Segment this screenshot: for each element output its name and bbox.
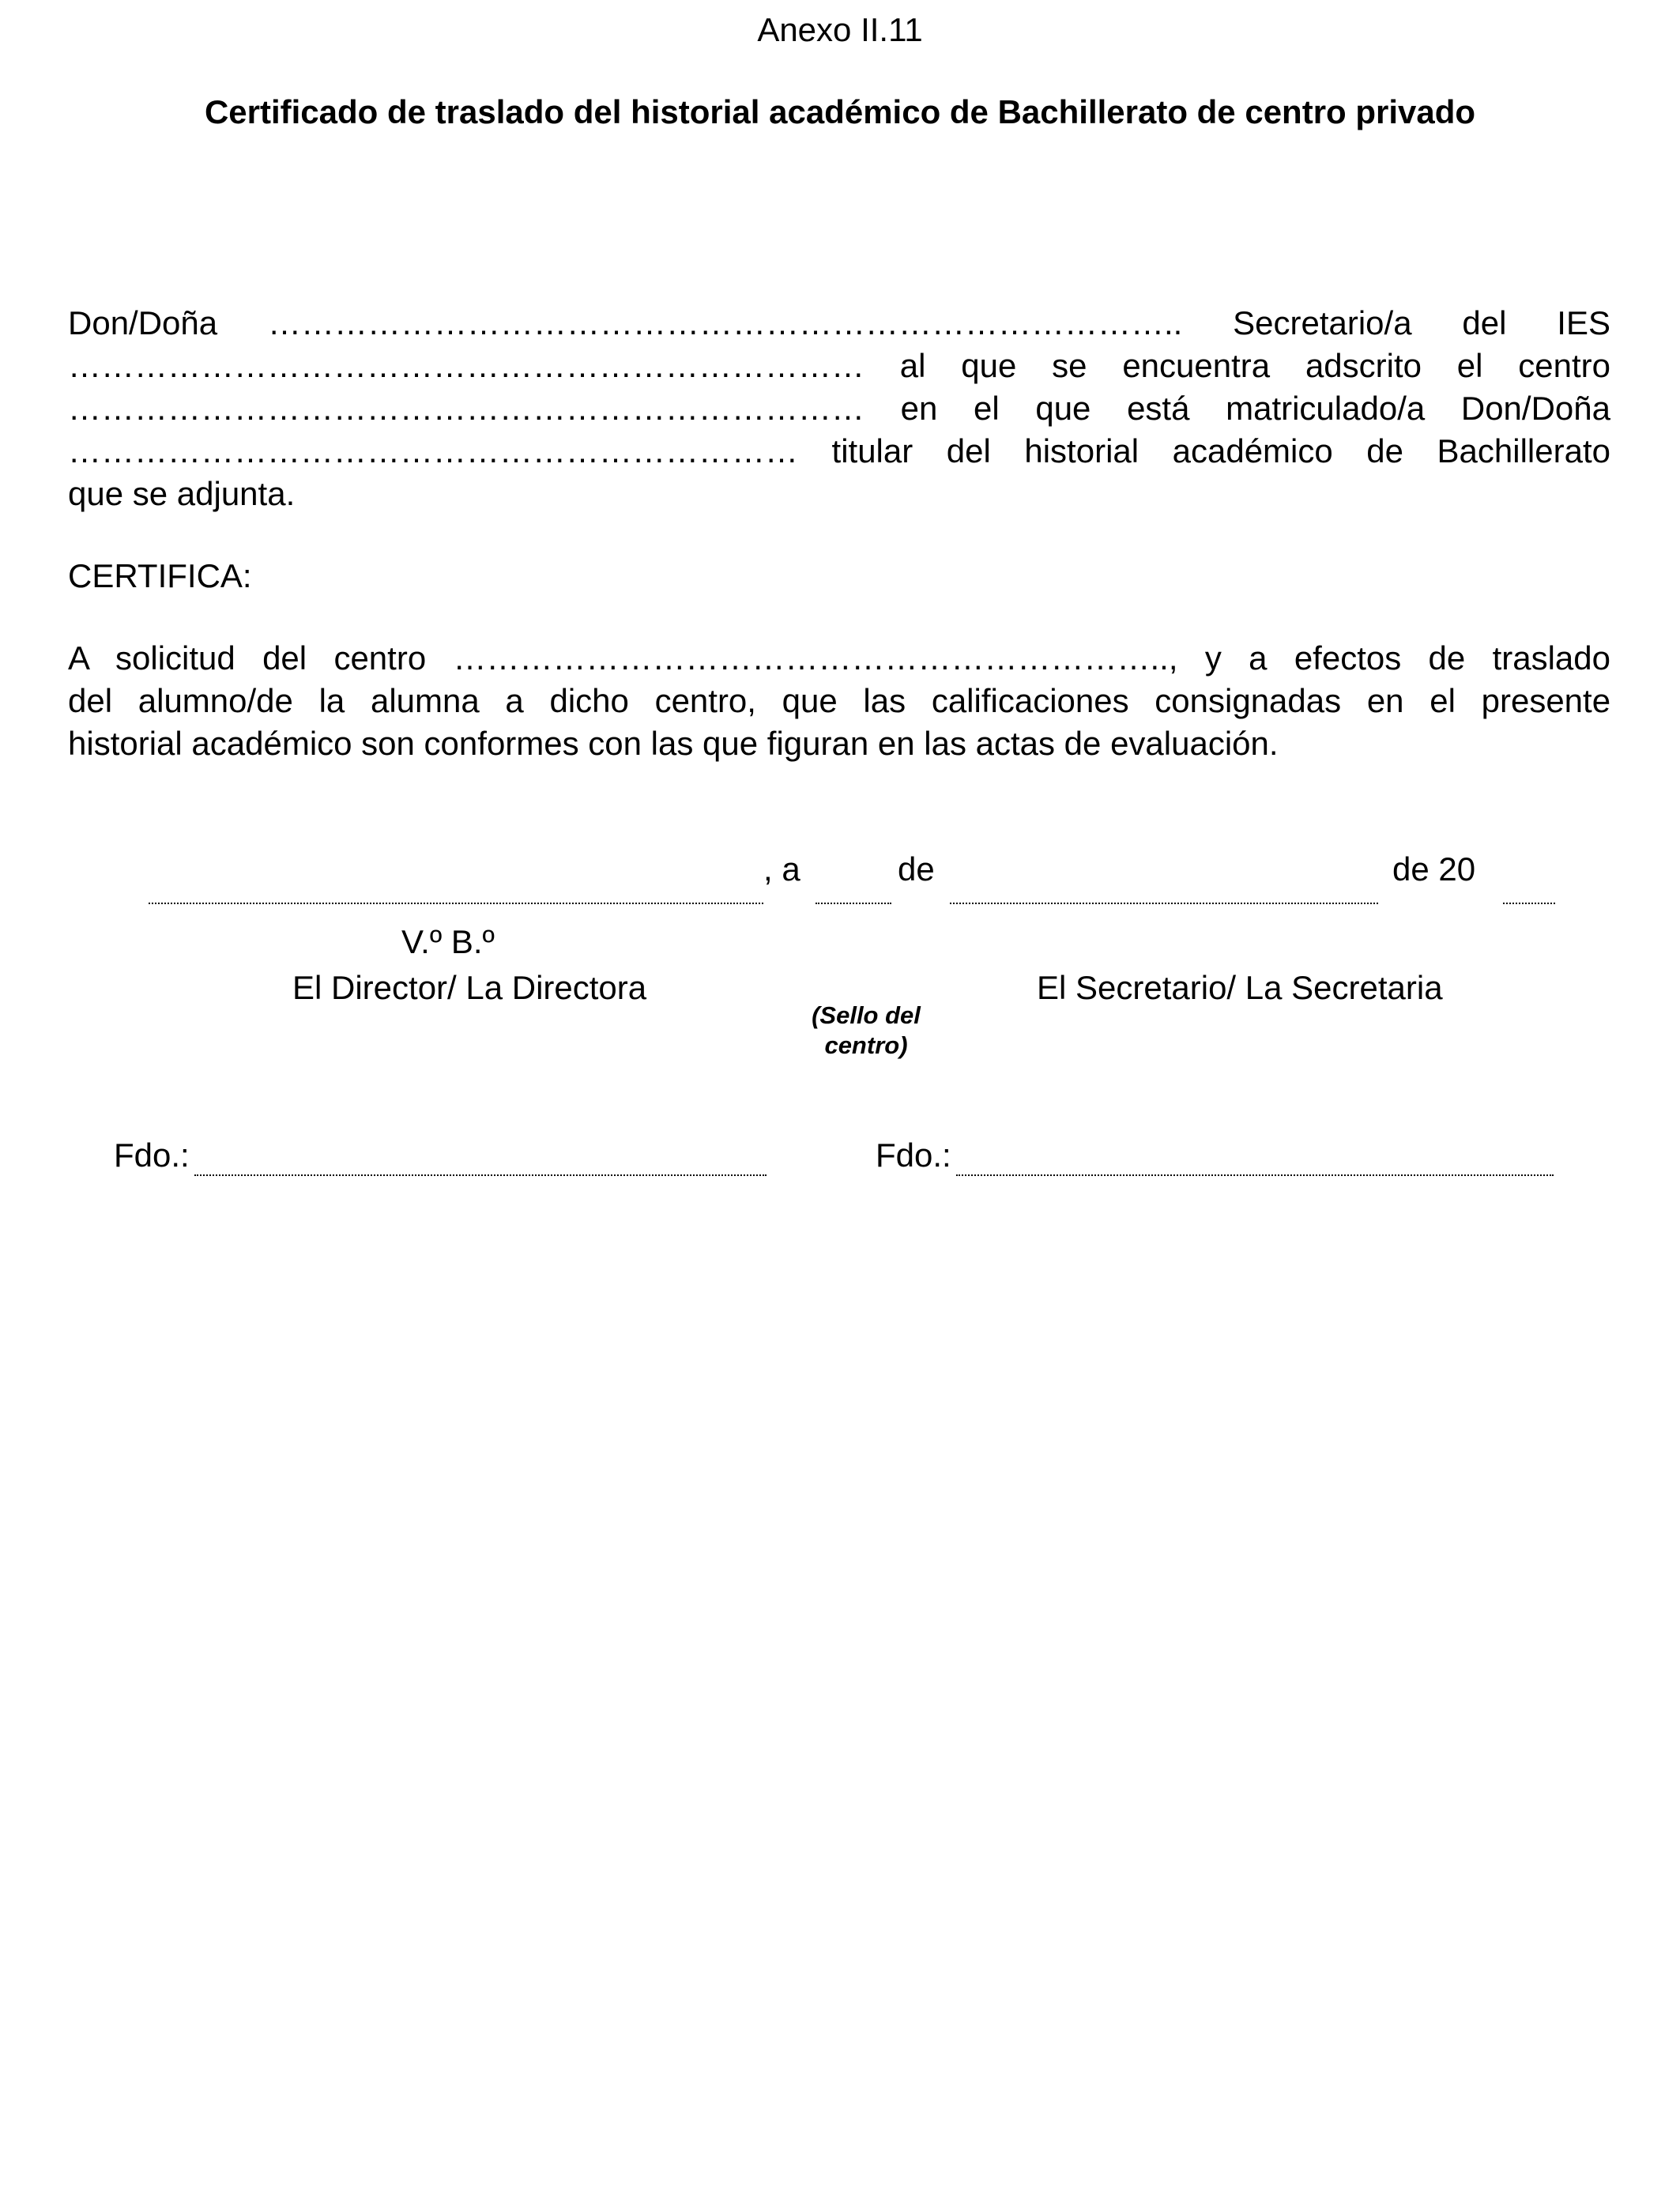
word: en bbox=[1366, 682, 1404, 719]
word: traslado bbox=[1492, 639, 1610, 677]
word: Secretario/a bbox=[1233, 304, 1412, 341]
annex-label: Anexo II.11 bbox=[757, 11, 923, 48]
fill-dots: ……………………………………………………………… bbox=[68, 390, 864, 427]
word: se bbox=[1052, 347, 1087, 384]
paragraph-1-line-5: que se adjunta. bbox=[68, 475, 296, 512]
word: el bbox=[1456, 347, 1483, 384]
word: a bbox=[1249, 639, 1268, 677]
word: del bbox=[946, 432, 991, 469]
word: encuentra bbox=[1122, 347, 1271, 384]
word: de bbox=[1428, 639, 1466, 677]
word: que bbox=[1035, 390, 1091, 427]
paragraph-1-line-3 bbox=[68, 387, 1610, 430]
word: a bbox=[505, 682, 524, 719]
stamp-label-line-1: (Sello del bbox=[812, 1001, 921, 1029]
paragraph-2-line-1 bbox=[68, 637, 1610, 680]
word: Don/Doña bbox=[1460, 390, 1610, 427]
word: y bbox=[1204, 639, 1222, 677]
word: del bbox=[262, 639, 307, 677]
word: efectos bbox=[1294, 639, 1402, 677]
date-comma-a: , a bbox=[763, 850, 800, 888]
word: las bbox=[863, 682, 906, 719]
word: el bbox=[974, 390, 1000, 427]
word: que bbox=[782, 682, 838, 719]
fill-dots: ……………………………………………………………… bbox=[68, 347, 864, 384]
word: A bbox=[68, 639, 89, 677]
word: dicho bbox=[549, 682, 629, 719]
word: presente bbox=[1481, 682, 1610, 719]
word: consignadas bbox=[1155, 682, 1342, 719]
place-blank-line[interactable] bbox=[149, 903, 763, 904]
certifica-heading: CERTIFICA: bbox=[68, 557, 252, 594]
word: la bbox=[318, 682, 345, 719]
paragraph-1-line-1 bbox=[68, 302, 1610, 345]
word: adscrito bbox=[1305, 347, 1422, 384]
secretary-label: El Secretario/ La Secretaria bbox=[1037, 969, 1443, 1006]
word: Don/Doña bbox=[68, 304, 218, 341]
word: matriculado/a bbox=[1226, 390, 1426, 427]
word: que bbox=[961, 347, 1017, 384]
fill-dots: ……………………………………………………………………….. bbox=[267, 304, 1183, 341]
paragraph-2-line-3: historial académico son conformes con las que figuran en las actas de evaluación. bbox=[68, 725, 1279, 762]
stamp-area bbox=[787, 1001, 945, 1061]
fill-dots: ……………………………………………………….., bbox=[453, 639, 1178, 677]
paragraph-2-line-2 bbox=[68, 680, 1610, 722]
word: en bbox=[900, 390, 938, 427]
word: solicitud bbox=[115, 639, 235, 677]
fill-dots: ………………………………………………………… bbox=[68, 432, 798, 469]
word: alumna bbox=[370, 682, 480, 719]
word: está bbox=[1127, 390, 1190, 427]
word: académico bbox=[1172, 432, 1333, 469]
visto-bueno: V.º B.º bbox=[401, 923, 495, 960]
director-label: El Director/ La Directora bbox=[292, 969, 647, 1006]
word: centro, bbox=[654, 682, 756, 719]
word: IES bbox=[1557, 304, 1610, 341]
word: Bachillerato bbox=[1437, 432, 1610, 469]
year-blank-line[interactable] bbox=[1503, 903, 1555, 904]
month-blank-line[interactable] bbox=[950, 903, 1378, 904]
word: titular bbox=[831, 432, 913, 469]
document-title: Certificado de traslado del historial académico de Bachillerato de centro privado bbox=[204, 93, 1476, 130]
date-de-20: de 20 bbox=[1392, 850, 1476, 888]
word: alumno/de bbox=[137, 682, 293, 719]
word: del bbox=[68, 682, 113, 719]
date-de: de bbox=[898, 850, 935, 888]
stamp-label-line-2: centro) bbox=[824, 1031, 908, 1059]
word: al bbox=[899, 347, 926, 384]
paragraph-1-line-4 bbox=[68, 430, 1610, 473]
word: centro bbox=[1518, 347, 1610, 384]
word: calificaciones bbox=[931, 682, 1129, 719]
fdo-right-label: Fdo.: bbox=[876, 1137, 951, 1174]
fdo-left-label: Fdo.: bbox=[114, 1137, 190, 1174]
secretary-signature-line[interactable] bbox=[956, 1174, 1554, 1176]
word: de bbox=[1366, 432, 1403, 469]
director-signature-line[interactable] bbox=[194, 1174, 767, 1176]
day-blank-line[interactable] bbox=[816, 903, 891, 904]
word: centro bbox=[333, 639, 427, 677]
word: del bbox=[1462, 304, 1507, 341]
word: historial bbox=[1024, 432, 1139, 469]
word: el bbox=[1430, 682, 1456, 719]
paragraph-1-line-2 bbox=[68, 345, 1610, 387]
